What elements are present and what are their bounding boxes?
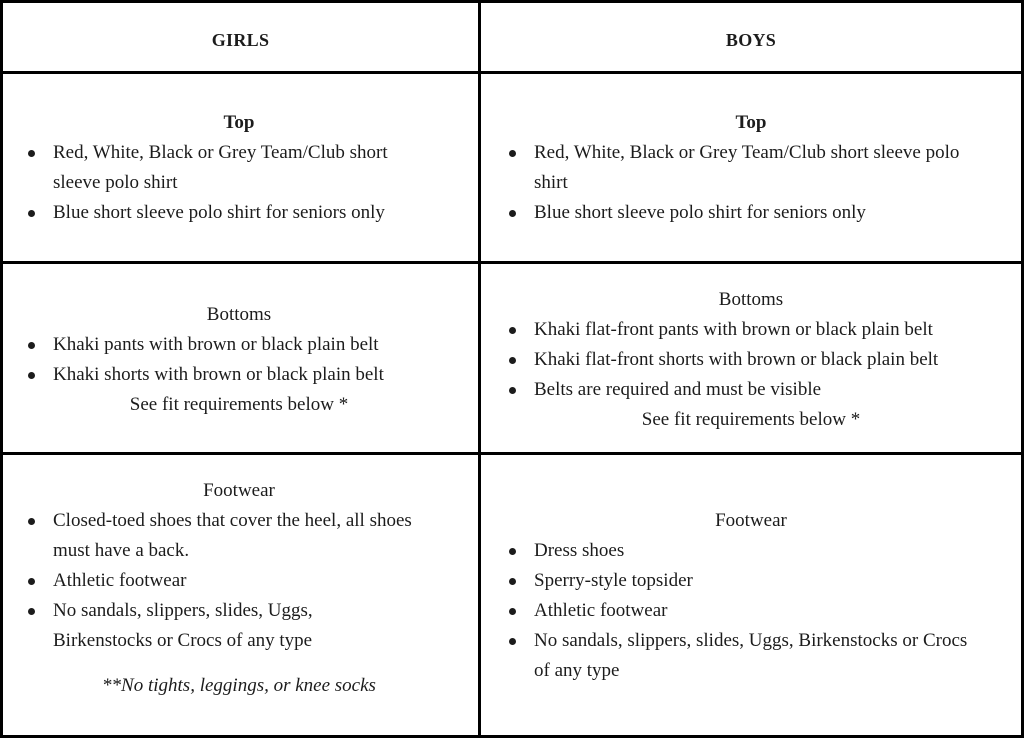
list-item: Belts are required and must be visible <box>481 375 1021 405</box>
boys-footwear-list <box>481 536 981 686</box>
girls-footwear-list <box>0 506 415 656</box>
row-divider-bottoms <box>0 452 1024 455</box>
list-item: No sandals, slippers, slides, Uggs, Birkenstocks or Crocs of any type <box>481 626 981 686</box>
girls-top-cell <box>0 108 478 228</box>
header-girls: GIRLS <box>211 30 270 50</box>
list-item: Khaki shorts with brown or black plain belt <box>0 360 478 390</box>
girls-footwear-cell <box>0 476 478 701</box>
boys-top-list <box>481 138 986 228</box>
list-item: Blue short sleeve polo shirt for seniors only <box>0 198 420 228</box>
list-item: Athletic footwear <box>0 566 415 596</box>
list-item: Khaki flat-front shorts with brown or black plain belt <box>481 345 1021 375</box>
boys-fit-note: See fit requirements below * <box>641 409 861 430</box>
girls-bottoms-title: Bottoms <box>206 304 272 325</box>
header-boys-cell <box>481 3 1021 71</box>
list-item: Closed-toed shoes that cover the heel, all shoes must have a back. <box>0 506 415 566</box>
girls-bottoms-cell <box>0 300 478 420</box>
girls-top-title: Top <box>223 112 255 133</box>
list-item: Khaki pants with brown or black plain belt <box>0 330 478 360</box>
boys-bottoms-list <box>481 315 1021 405</box>
list-item: Blue short sleeve polo shirt for seniors only <box>481 198 986 228</box>
header-girls-cell <box>3 3 478 71</box>
boys-top-cell <box>481 108 1021 228</box>
boys-bottoms-title: Bottoms <box>718 289 784 310</box>
list-item: Dress shoes <box>481 536 981 566</box>
boys-top-title: Top <box>735 112 767 133</box>
boys-footwear-cell <box>481 506 1021 686</box>
list-item: No sandals, slippers, slides, Uggs, Birkenstocks or Crocs of any type <box>0 596 415 656</box>
girls-hosiery-note: **No tights, leggings, or knee socks <box>102 675 376 696</box>
girls-footwear-title: Footwear <box>203 480 275 501</box>
boys-footwear-title: Footwear <box>715 510 787 531</box>
list-item: Red, White, Black or Grey Team/Club short sleeve polo shirt <box>0 138 420 198</box>
header-boys: BOYS <box>725 30 777 50</box>
list-item: Red, White, Black or Grey Team/Club short sleeve polo shirt <box>481 138 986 198</box>
list-item: Athletic footwear <box>481 596 981 626</box>
row-divider-header <box>0 71 1024 74</box>
row-divider-top <box>0 261 1024 264</box>
list-item: Sperry-style topsider <box>481 566 981 596</box>
girls-fit-note: See fit requirements below * <box>129 394 349 415</box>
list-item: Khaki flat-front pants with brown or black plain belt <box>481 315 1021 345</box>
girls-top-list <box>0 138 420 228</box>
boys-bottoms-cell <box>481 285 1021 435</box>
girls-bottoms-list <box>0 330 478 390</box>
